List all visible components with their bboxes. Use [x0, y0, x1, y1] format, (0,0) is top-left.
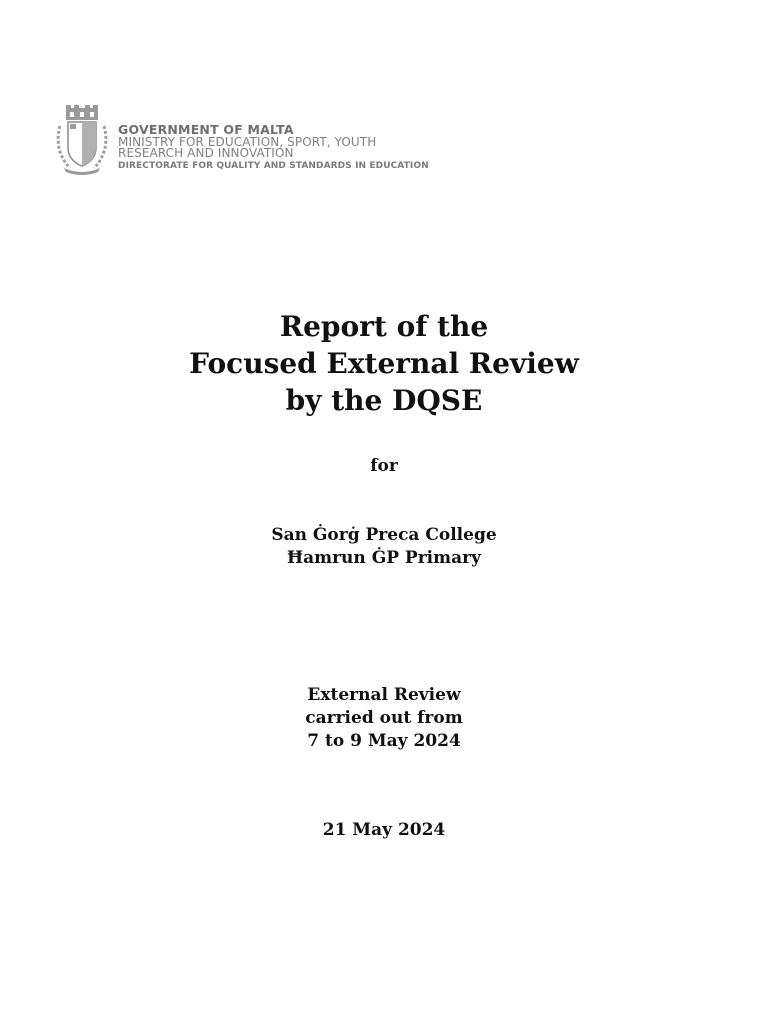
school-name: Ħamrun ĠP Primary [287, 548, 481, 568]
title-line-2: Focused External Review [189, 347, 579, 380]
review-line-1: External Review [307, 685, 461, 705]
directorate-label: DIRECTORATE FOR QUALITY AND STANDARDS IN EDUCATION [118, 161, 429, 171]
title-line-1: Report of the [279, 310, 489, 343]
ministry-label-line1: MINISTRY FOR EDUCATION, SPORT, YOUTH [118, 135, 377, 149]
review-dates: 7 to 9 May 2024 [307, 731, 461, 751]
for-label: for [370, 456, 398, 476]
college-name: San Ġorġ Preca College [271, 525, 497, 545]
review-period [0, 684, 768, 753]
ministry-label-line2: RESEARCH AND INNOVATION [118, 146, 294, 160]
school-block [0, 524, 768, 570]
title-line-3: by the DQSE [285, 384, 483, 417]
review-line-2: carried out from [305, 708, 463, 728]
government-logo [54, 104, 454, 176]
malta-coat-of-arms-icon [54, 104, 110, 176]
report-title [0, 308, 768, 419]
government-label: GOVERNMENT OF MALTA [118, 122, 294, 137]
report-date: 21 May 2024 [322, 820, 446, 840]
